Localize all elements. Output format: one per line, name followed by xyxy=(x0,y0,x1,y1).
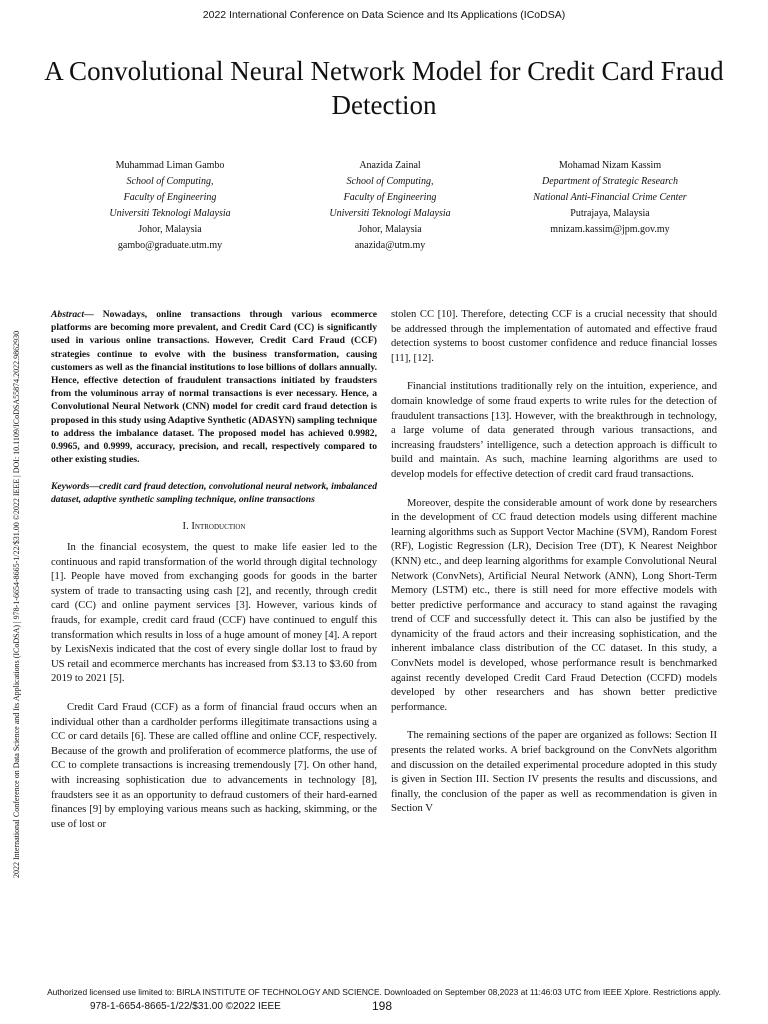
license-footer: Authorized licensed use limited to: BIRLA INSTITUTE OF TECHNOLOGY AND SCIENCE. Downloaded on September 08,2023 at 11:46:03 UTC from IEEE Xplore. Restrictions apply. xyxy=(47,987,721,997)
author-2 xyxy=(280,158,500,254)
abstract-text: — Nowadays, online transactions through various ecommerce platforms are becoming more prevalent, and Credit Card (CC) is significantly used in various online transactions. However, Credit Card Fraud (CCF) strategies continue to evolve with the business transformation, causing customers as well as the financial institutions to lose billions of dollars annually. Hence, effective detection of fraudulent transactions initiated by fraudsters from the voluminous array of normal transactions is ever necessary. Hence, a Convolutional Neural Network (CNN) model for credit card fraud detection is proposed in this study using Adaptive Synthetic (ADASYN) sampling technique to address the imbalance dataset. The proposed model has achieved 0.9982, 0.9965, and 0.9999, accuracy, precision, and recall, respectively compared to other existing studies. xyxy=(51,309,377,466)
paragraph: In the financial ecosystem, the quest to make life easier led to the continuous and rapid transformation of the world through digital technology [1]. People have moved from exchanging goods for goods in the barter system of trade to transacting using cash [2], and recently, through credit card (CC) and online payment services [3]. However, various kinds of frauds, for example, credit card fraud (CCF) have continued to engulf this transformation which results in loss of a huge amount of money [4]. A report by LexisNexis indicated that the cost of every single dollar lost to fraud by US retail and ecommerce merchants has increased from $3.13 to $3.60 from 2019 to 2021 [5]. xyxy=(51,542,377,685)
paragraph: Moreover, despite the considerable amount of work done by researchers in the development of CC fraud detection models using different machine learning algorithms such as Support Vector Machine (SVM), Random Forest (RF), Logistic Regression (LR), Decision Tree (DT), K Nearest Neighbor (KNN) etc., and deep learning algorithms for example Convolutional Neural Network (ConvNets), Artificial Neural Network (ANN), Long Short-Term Memory (LSTM) etc., there is still need for more effective models with better predictive performance and accuracy to stand against the ravaging trend of CCF and successfully detect it. This can also be justified by the dynamicity of the fraud actors and their increasing sophistication, and the inherent imbalance class distribution of the CC dataset. In this study, a ConvNets model is developed, whose performance result is benchmarked against recently developed Credit Card Fraud Detection (CCFD) models developed by other researchers and has shown better predictive performance. xyxy=(391,497,717,713)
conference-header: 2022 International Conference on Data Science and Its Applications (ICoDSA) xyxy=(202,9,566,21)
author-center: National Anti-Financial Crime Center xyxy=(533,192,687,203)
right-column xyxy=(391,308,717,831)
author-dept: School of Computing, xyxy=(346,176,434,187)
author-location: Johor, Malaysia xyxy=(138,224,202,235)
author-faculty: Faculty of Engineering xyxy=(123,192,217,203)
author-location: Johor, Malaysia xyxy=(358,224,422,235)
author-faculty: Faculty of Engineering xyxy=(343,192,437,203)
paragraph: stolen CC [10]. Therefore, detecting CCF is a crucial necessity that should be addressed through the implementation of automated and effective fraud detection systems to boost customer confidence and reduce financial losses [11], [12]. xyxy=(391,309,717,364)
paragraph: The remaining sections of the paper are organized as follows: Section II presents the related works. A brief background on the ConvNets algorithm and discussion on the detailed experimental procedure adopted in this study is given in Section III. Section IV presents the results and discussions, and finally, the conclusion of the paper as well as recommendation is given in Section V xyxy=(391,730,717,815)
author-email: gambo@graduate.utm.my xyxy=(117,240,223,251)
author-dept: Department of Strategic Research xyxy=(542,176,678,187)
section-heading-introduction: I. Introduction xyxy=(182,521,246,533)
author-name: Anazida Zainal xyxy=(359,160,421,171)
isbn-footer: 978-1-6654-8665-1/22/$31.00 ©2022 IEEE xyxy=(90,1001,281,1012)
author-name: Muhammad Liman Gambo xyxy=(115,160,225,171)
paragraph: Credit Card Fraud (CCF) as a form of financial fraud occurs when an individual other than a cardholder performs illegitimate transactions using a CC or card details [6]. These are called offline and online CCF, respectively. Because of the growth and proliferation of ecommerce platforms, the use of CC to complete transactions is increasing tremendously [7]. On other hand, with increasing sophistication due to advancements in technology [8], fraudsters see it as an opportunity to defraud customers of their hard-earned finances [9] by employing various means such as hacking, skimming, or the use of lost or xyxy=(51,701,377,830)
author-name: Mohamad Nizam Kassim xyxy=(558,160,662,171)
author-org: Universiti Teknologi Malaysia xyxy=(329,208,451,219)
left-column xyxy=(51,308,377,846)
paper-title: A Convolutional Neural Network Model for Credit Card Fraud Detection xyxy=(44,56,724,120)
author-block xyxy=(60,158,720,254)
abstract-label: Abstract xyxy=(51,309,85,320)
author-dept: School of Computing, xyxy=(126,176,214,187)
author-email: anazida@utm.my xyxy=(354,240,426,251)
page-number: 198 xyxy=(372,999,393,1013)
side-doi-strip xyxy=(12,158,24,878)
author-3 xyxy=(500,158,720,254)
abstract xyxy=(51,308,377,466)
author-org: Putrajaya, Malaysia xyxy=(570,208,650,219)
author-org: Universiti Teknologi Malaysia xyxy=(109,208,231,219)
keywords: Keywords—credit card fraud detection, convolutional neural network, imbalanced dataset, adaptive synthetic sampling technique, online transactions xyxy=(51,481,377,506)
author-email: mnizam.kassim@jpm.gov.my xyxy=(550,224,670,235)
author-1 xyxy=(60,158,280,254)
side-doi-text: 2022 International Conference on Data Science and Its Applications (ICoDSA) | 978-1-6654-8665-1/22/$31.00 ©2022 IEEE | DOI: 10.1109/ICoDSA55874.2022.9862930 xyxy=(12,330,21,878)
paragraph: Financial institutions traditionally rely on the intuition, experience, and domain knowledge of some fraud experts to write rules for the detection of fraudulent transactions [13]. However, with the breakthrough in technology, a large volume of data generated through various transactions, and increasing fraudsters’ intelligence, such a detection approach is difficult to build and maintain. As such, machine learning algorithms are used to develop models for effective detection of credit card fraud transactions. xyxy=(391,381,717,480)
